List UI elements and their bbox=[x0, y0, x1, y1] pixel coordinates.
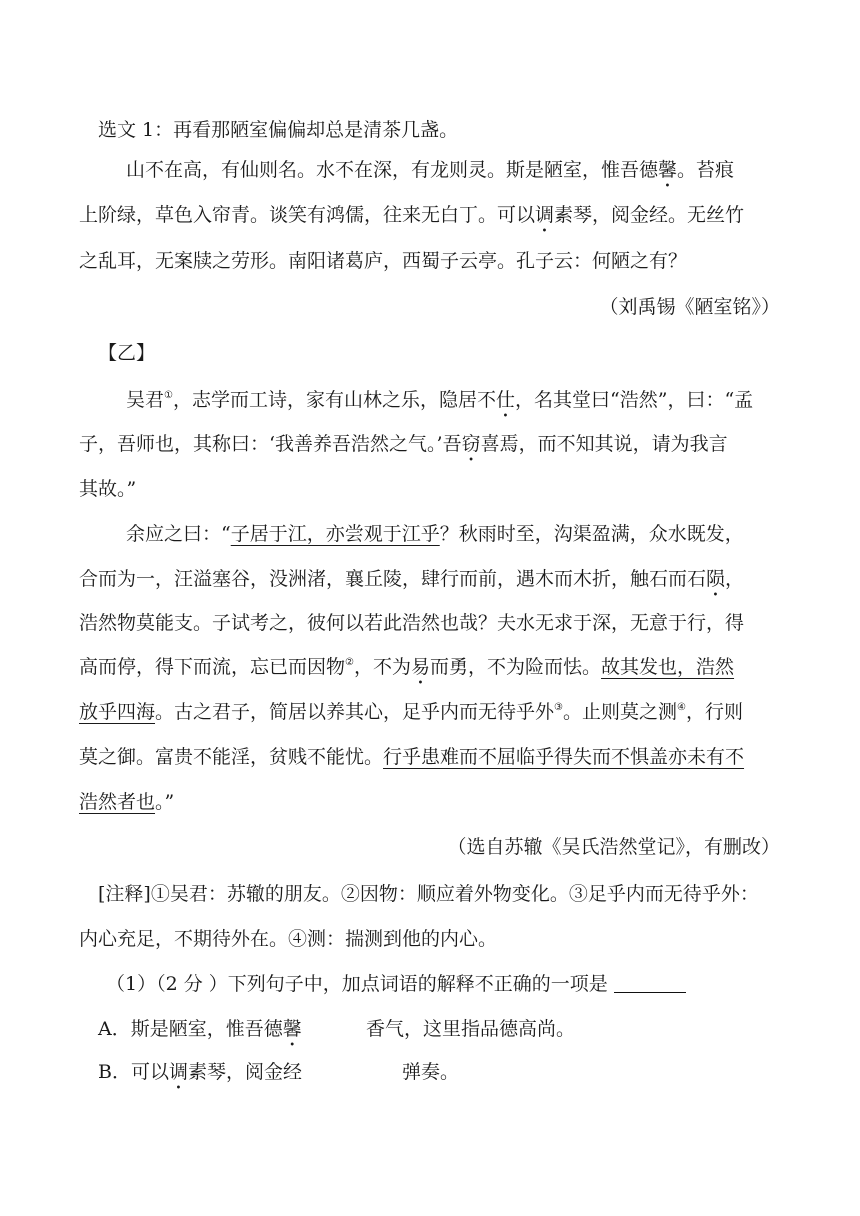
intro-line: 选文 1：再看那陋室偏偏却总是清茶几盏。 bbox=[98, 119, 459, 141]
yi-p1-line-1: 吴君①，志学而工诗，家有山林之乐，隐居不仕，名其堂曰“浩然”，曰：“孟 bbox=[126, 389, 754, 411]
jia-line-3: 之乱耳，无案牍之劳形。南阳诸葛庐，西蜀子云亭。孔子云：何陋之有？ bbox=[79, 250, 688, 272]
question-stem: （1）（2 分 ）下列句子中，加点词语的解释不正确的一项是 bbox=[106, 972, 686, 996]
yi-p2-line-1: 余应之曰：“子居于江，亦尝观于江乎？秋雨时至，沟渠盈满，众水既发， bbox=[126, 523, 744, 545]
yi-p1-line-3: 其故。” bbox=[79, 478, 137, 500]
jia-source: （刘禹锡《陋室铭》） bbox=[599, 296, 780, 318]
option-b: B．可以调素琴，阅金经 bbox=[98, 1061, 302, 1083]
notes-line-1: [注释]①吴君：苏辙的朋友。②因物：顺应着外物变化。③足乎内而无待乎外： bbox=[98, 883, 759, 905]
yi-p2-line-2: 合而为一，汪溢塞谷，没洲渚，襄丘陵，肆行而前，遇木而木折，触石而石陨， bbox=[79, 568, 745, 590]
yi-p2-line-3: 浩然物莫能支。子试考之，彼何以若此浩然也哉？夫水无求于深，无意于行，得 bbox=[79, 612, 745, 634]
notes-line-2: 内心充足，不期待外在。④测：揣测到他的内心。 bbox=[79, 928, 498, 950]
jia-line-1: 山不在高，有仙则名。水不在深，有龙则灵。斯是陋室，惟吾德馨。苔痕 bbox=[126, 159, 735, 181]
yi-source: （选自苏辙《吴氏浩然堂记》，有删改） bbox=[447, 836, 780, 858]
option-b-explanation: 弹奏。 bbox=[402, 1061, 460, 1083]
yi-label: 【乙】 bbox=[98, 342, 156, 364]
yi-p2-line-7: 浩然者也。” bbox=[79, 791, 175, 813]
note-mark-1: ① bbox=[164, 390, 173, 401]
option-a-explanation: 香气，这里指品德高尚。 bbox=[366, 1018, 576, 1040]
note-mark-3: ③ bbox=[554, 702, 563, 713]
yi-p2-line-6: 莫之御。富贵不能淫，贫贱不能忧。行乎患难而不屈临乎得失而不惧盖亦未有不 bbox=[79, 746, 745, 768]
yi-p1-line-2: 子，吾师也，其称曰：‘我善养吾浩然之气。’吾窃喜焉，而不知其说，请为我言 bbox=[79, 433, 728, 455]
note-mark-4: ④ bbox=[677, 702, 686, 713]
option-a: A．斯是陋室，惟吾德馨 bbox=[98, 1018, 302, 1040]
yi-p2-line-4: 高而停，得下而流，忘已而因物②，不为易而勇，不为险而怯。故其发也，浩然 bbox=[79, 656, 735, 678]
answer-blank[interactable] bbox=[614, 972, 686, 993]
jia-line-2: 上阶绿，草色入帘青。谈笑有鸿儒，往来无白丁。可以调素琴，阅金经。无丝竹 bbox=[79, 204, 745, 226]
note-mark-2: ② bbox=[345, 657, 354, 668]
yi-p2-line-5: 放乎四海。古之君子，简居以养其心，足乎内而无待乎外③。止则莫之测④，行则 bbox=[79, 701, 743, 723]
